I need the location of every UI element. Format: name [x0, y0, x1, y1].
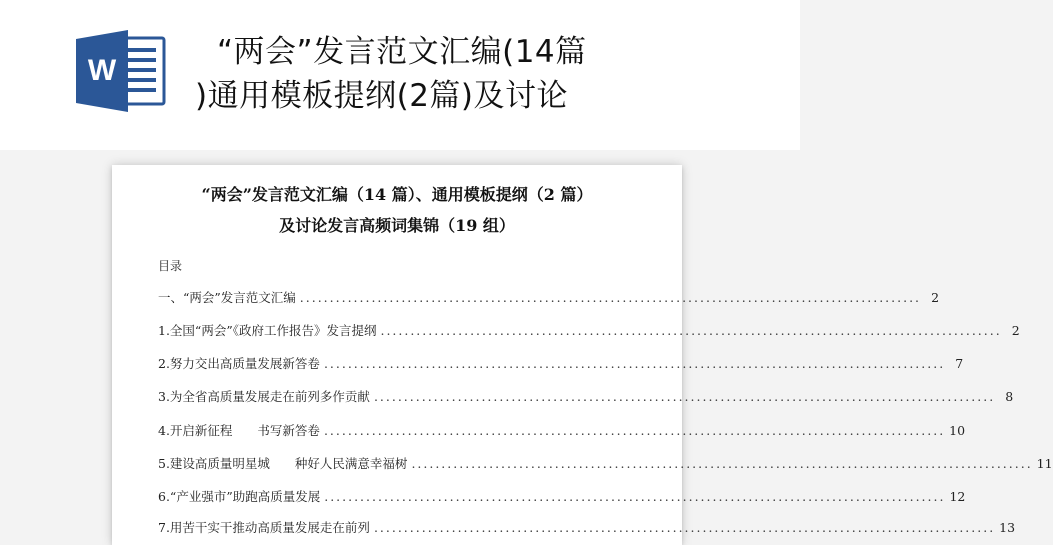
toc-entry-text: 一、“两会”发言范文汇编: [158, 290, 296, 305]
toc-entry-text: 1.全国“两会”《政府工作报告》发言提纲: [158, 323, 377, 338]
toc-leader-dots: ........................................................................................................: [324, 489, 946, 504]
toc-entry-text: 4.开启新征程 书写新答卷: [158, 423, 320, 438]
document-title-line-1: “两会”发言范文汇编（14 篇）、通用模板提纲（2 篇）: [201, 185, 593, 204]
toc-entry[interactable]: [158, 321, 1020, 339]
toc-entry[interactable]: [158, 518, 1016, 536]
toc-entry-text: 2.努力交出高质量发展新答卷: [158, 356, 320, 371]
page-title-line-1: “两会”发言范文汇编(14篇: [217, 34, 587, 70]
toc-entry[interactable]: [158, 288, 940, 306]
document-title-line-2: 及讨论发言高频词集锦（19 组）: [279, 216, 515, 235]
toc-entry-text: 5.建设高质量明星城 种好人民满意幸福树: [158, 456, 408, 471]
toc-entry[interactable]: [158, 454, 1053, 472]
toc-leader-dots: ........................................................................................................: [411, 456, 1033, 471]
toc-leader-dots: ........................................................................................................: [323, 356, 946, 371]
document-title: [112, 179, 682, 241]
toc-leader-dots: ........................................................................................................: [373, 389, 996, 404]
toc-entry-page: 2: [1011, 323, 1020, 338]
toc-label: 目录: [158, 259, 183, 273]
toc-entry-text: 3.为全省高质量发展走在前列多作贡献: [158, 389, 370, 404]
toc-entry-page: 8: [1005, 389, 1014, 404]
toc-entry-page: 12: [949, 489, 966, 504]
page-title-line-2: )通用模板提纲(2篇)及讨论: [195, 78, 569, 114]
toc-entry-page: 2: [931, 290, 940, 305]
toc-entry[interactable]: [158, 354, 964, 372]
toc-leader-dots: ........................................................................................................: [380, 323, 1002, 338]
toc-entry-page: 10: [949, 423, 966, 438]
toc-entry-page: 11: [1036, 456, 1053, 471]
toc-entry-text: 6.“产业强市”助跑高质量发展: [158, 489, 321, 504]
toc-leader-dots: ........................................................................................................: [323, 423, 946, 438]
toc-entry[interactable]: [158, 387, 1014, 405]
page-title: [195, 30, 665, 118]
word-icon: [76, 30, 166, 112]
toc-entry-page: 13: [999, 520, 1016, 535]
toc-leader-dots: ........................................................................................................: [373, 520, 996, 535]
document-preview: [112, 165, 1053, 545]
toc-entry[interactable]: [158, 421, 966, 439]
toc-entry[interactable]: [158, 487, 966, 505]
toc-entry-page: 7: [955, 356, 964, 371]
toc-entry-text: 7.用苦干实干推动高质量发展走在前列: [158, 520, 370, 535]
word-icon-letter: W: [87, 54, 117, 87]
toc-leader-dots: ........................................................................................................: [299, 290, 922, 305]
